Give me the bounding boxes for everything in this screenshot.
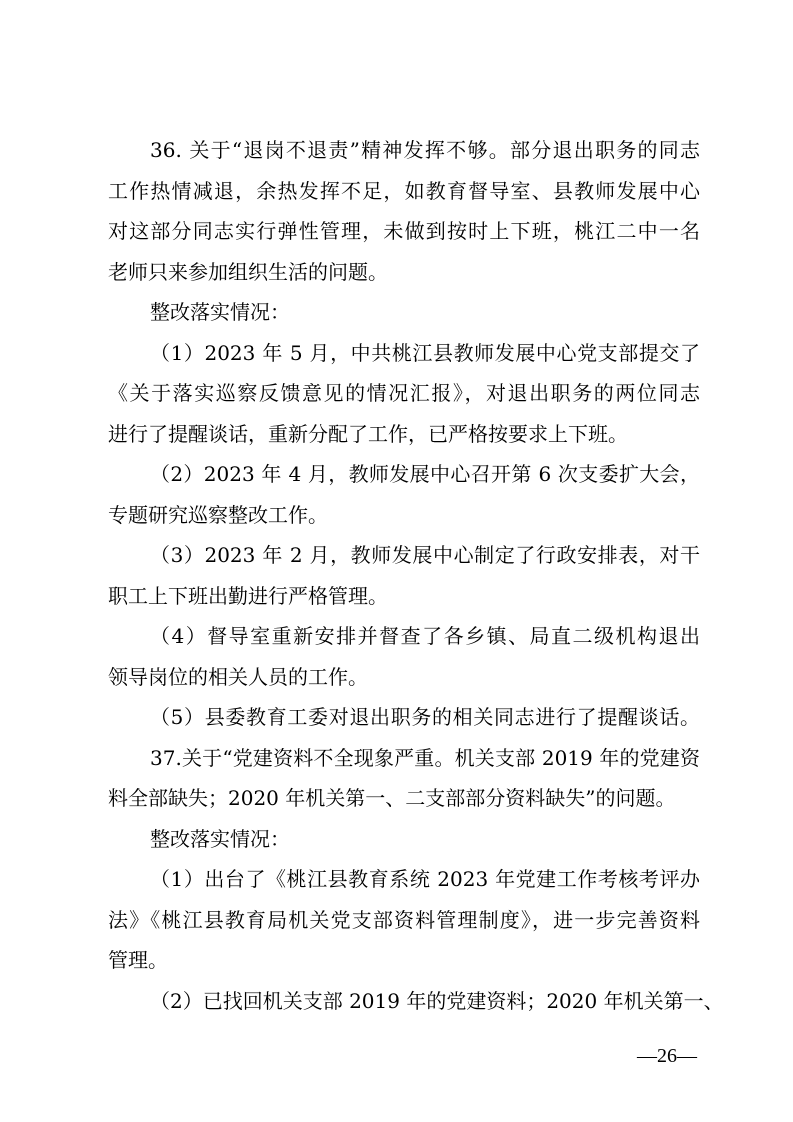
text-line: 《关于落实巡察反馈意见的情况汇报》，对退出职务的两位同志 [108, 381, 700, 405]
text-line: 老师只来参加组织生活的问题。 [108, 259, 388, 284]
text-line: 整改落实情况： [150, 300, 290, 324]
list-item-36-3 [108, 535, 700, 616]
list-item-36-5 [108, 697, 700, 738]
text-line: 职工上下班出勤进行严格管理。 [108, 583, 388, 608]
text-line: 领导岗位的相关人员的工作。 [108, 664, 368, 689]
list-item-37-1 [108, 859, 700, 981]
text-line: 36. 关于“退岗不退责”精神发挥不够。部分退出职务的同志 [150, 138, 700, 162]
list-item-37-2 [108, 981, 724, 1022]
text-line: 进行了提醒谈话，重新分配了工作，已严格按要求上下班。 [108, 421, 628, 446]
text-line: 专题研究巡察整改工作。 [108, 502, 328, 527]
list-item-36-4 [108, 616, 700, 697]
body-text [108, 130, 724, 1021]
text-line: 对这部分同志实行弹性管理，未做到按时上下班，桃江二中一名 [108, 219, 700, 243]
text-line: 37.关于“党建资料不全现象严重。机关支部 2019 年的党建资 [150, 745, 700, 770]
text-line: （5）县委教育工委对退出职务的相关同志进行了提醒谈话。 [150, 705, 700, 729]
text-line: 管理。 [108, 948, 168, 972]
text-line: （1）2023 年 5 月，中共桃江县教师发展中心党支部提交了 [150, 340, 700, 365]
text-line: 整改落实情况： [150, 826, 290, 851]
page-number: —26— [637, 1045, 697, 1067]
text-line: 工作热情减退，余热发挥不足，如教育督导室、县教师发展中心 [108, 178, 700, 203]
section-heading-rectification [108, 819, 700, 860]
text-line: （2）2023 年 4 月，教师发展中心召开第 6 次支委扩大会， [150, 462, 700, 486]
paragraph-item-37 [108, 738, 700, 819]
text-line: （3）2023 年 2 月，教师发展中心制定了行政安排表，对干 [150, 543, 700, 567]
text-line: 料全部缺失；2020 年机关第一、二支部部分资料缺失”的问题。 [108, 786, 676, 810]
text-line: 法》《桃江县教育局机关党支部资料管理制度》，进一步完善资料 [108, 907, 700, 932]
list-item-36-2 [108, 454, 700, 535]
text-line: （2）已找回机关支部 2019 年的党建资料；2020 年机关第一、 [150, 988, 724, 1013]
text-line: （4）督导室重新安排并督查了各乡镇、局直二级机构退出 [150, 624, 700, 648]
paragraph-item-36 [108, 130, 700, 292]
section-heading-rectification [108, 292, 700, 333]
list-item-36-1 [108, 333, 700, 455]
text-line: （1）出台了《桃江县教育系统 2023 年党建工作考核考评办 [150, 867, 700, 891]
